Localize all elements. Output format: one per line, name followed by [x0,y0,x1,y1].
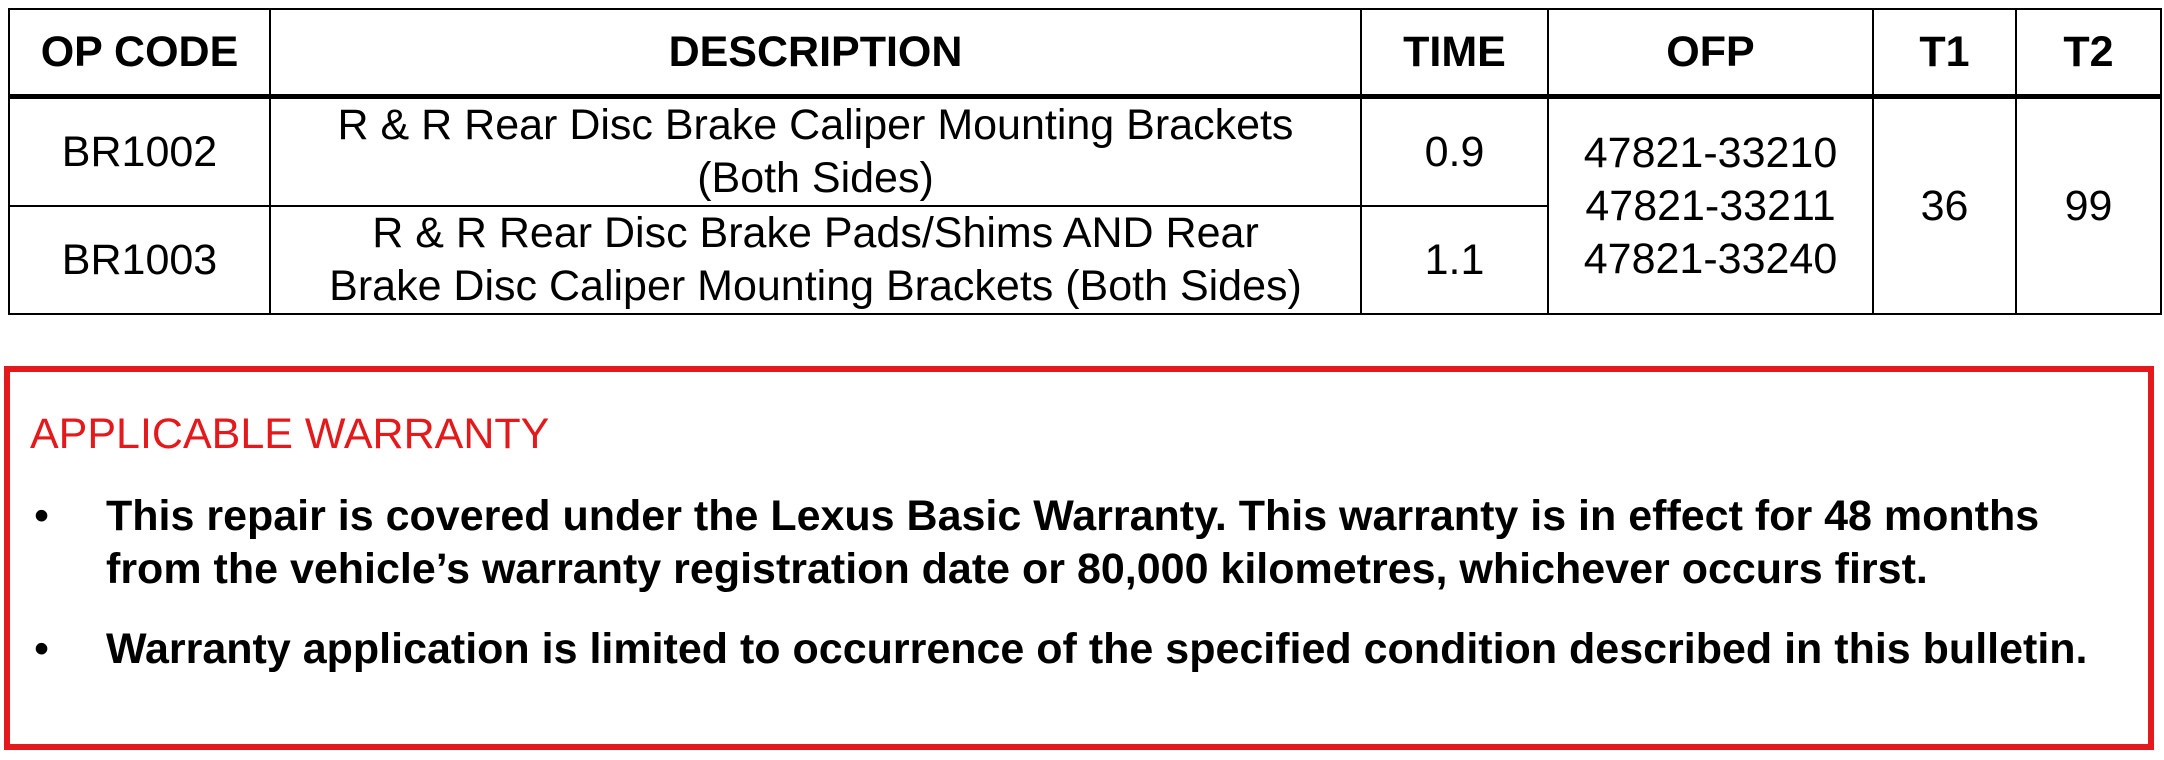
description-cell [270,206,1361,314]
bullet-icon: • [34,625,50,673]
header-t1: T1 [1873,9,2016,97]
ofp-part-number: 47821-33240 [1583,234,1838,283]
header-op-code: OP CODE [9,9,270,97]
description-cell [270,97,1361,207]
warranty-title: APPLICABLE WARRANTY [30,410,550,458]
t2-cell: 99 [2016,97,2161,315]
time-cell: 1.1 [1361,206,1548,314]
list-item [10,623,2148,676]
bullet-icon: • [34,492,50,540]
warranty-item-text: This repair is covered under the Lexus Basic Warranty. This warranty is in effect for 48 months from the vehicle’s warranty registration date or 80,000 kilometres, whichever occurs first. [106,492,2040,593]
t1-cell: 36 [1873,97,2016,315]
warranty-list [10,490,2148,703]
ofp-part-number: 47821-33210 [1583,128,1838,177]
header-row [9,9,2161,97]
table-body [9,97,2161,315]
table-header [9,9,2161,97]
header-t2: T2 [2016,9,2161,97]
ofp-part-number: 47821-33211 [1585,181,1836,230]
op-code-cell: BR1003 [9,206,270,314]
applicable-warranty-box [4,366,2154,750]
time-cell: 0.9 [1361,97,1548,207]
operations-table [8,8,2162,315]
description-line: R & R Rear Disc Brake Caliper Mounting Brackets [337,101,1294,149]
ofp-cell [1548,97,1873,315]
header-time: TIME [1361,9,1548,97]
op-code-cell: BR1002 [9,97,270,207]
table-row [9,97,2161,207]
description-line: Brake Disc Caliper Mounting Brackets (Both Sides) [329,262,1302,310]
description-line: R & R Rear Disc Brake Pads/Shims AND Rear [372,209,1259,257]
list-item [10,490,2148,596]
header-ofp: OFP [1548,9,1873,97]
header-description: DESCRIPTION [270,9,1361,97]
description-line: (Both Sides) [697,154,934,202]
warranty-item-text: Warranty application is limited to occurrence of the specified condition described in this bulletin. [106,625,2088,673]
